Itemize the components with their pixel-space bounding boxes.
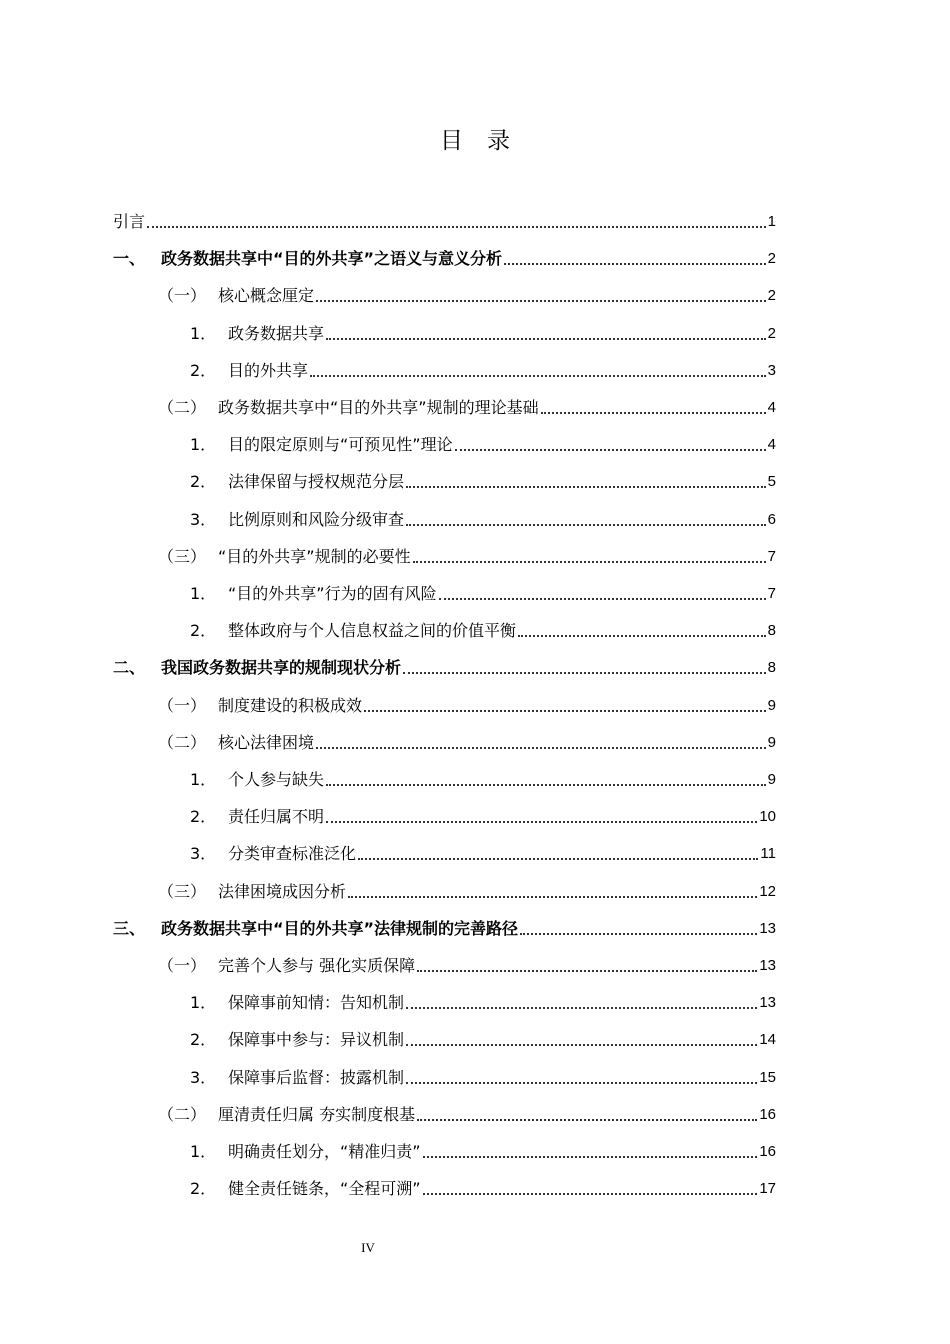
- toc-entry-number: 三、: [113, 918, 146, 938]
- dot-leader: [326, 820, 757, 823]
- toc-entry[interactable]: [0, 877, 950, 907]
- toc-entry[interactable]: [0, 951, 950, 981]
- toc-entry-number: 1．: [190, 993, 217, 1013]
- toc-entry-title: 法律困境成因分析: [218, 881, 347, 901]
- toc-entry[interactable]: [0, 1100, 950, 1130]
- toc-entry-title: 目的外共享: [228, 360, 309, 380]
- toc-entry[interactable]: [0, 988, 950, 1018]
- toc-entry-title: 目的限定原则与“可预见性”理论: [228, 435, 453, 455]
- toc-entry-page: 13: [759, 994, 776, 1012]
- dot-leader: [423, 1192, 758, 1195]
- toc-entry-number: （三）: [158, 546, 207, 566]
- toc-entry-page: 10: [759, 808, 776, 826]
- toc-entry-page: 16: [759, 1105, 776, 1123]
- toc-entry[interactable]: [0, 244, 950, 274]
- toc-entry-page: 4: [767, 399, 776, 416]
- toc-entry[interactable]: [0, 802, 950, 832]
- toc-entry-page: 3: [767, 361, 776, 379]
- toc-entry[interactable]: [0, 914, 950, 944]
- toc-entry-title: 个人参与缺失: [228, 770, 325, 789]
- toc-entry[interactable]: [0, 319, 950, 349]
- dot-leader: [326, 783, 766, 786]
- dot-leader: [520, 932, 757, 935]
- page-title: [0, 122, 950, 155]
- toc-entry-number: 2．: [190, 621, 217, 641]
- dot-leader: [423, 1155, 758, 1158]
- dot-leader: [413, 560, 766, 563]
- dot-leader: [316, 299, 766, 302]
- page-number: IV: [361, 1240, 375, 1255]
- dot-leader: [406, 1081, 757, 1084]
- toc-entry-number: 2．: [190, 1030, 217, 1050]
- toc-entry-title: 我国政务数据共享的规制现状分析: [161, 658, 402, 678]
- dot-leader: [406, 523, 766, 526]
- toc-entry[interactable]: [0, 356, 950, 386]
- toc-entry-page: 15: [759, 1068, 776, 1086]
- toc-entry-number: 2．: [190, 360, 217, 380]
- toc-entry[interactable]: [0, 728, 950, 758]
- dot-leader: [406, 485, 766, 488]
- toc-entry-page: 5: [767, 473, 776, 491]
- toc-entry-page: 4: [767, 436, 776, 454]
- toc-entry-number: 1．: [190, 770, 217, 789]
- toc-entry[interactable]: [0, 542, 950, 572]
- toc-entry-number: 一、: [113, 249, 146, 269]
- dot-leader: [417, 969, 757, 972]
- toc-entry-title: 政务数据共享中“目的外共享”规制的理论基础: [218, 398, 539, 417]
- toc-entry-number: （二）: [158, 732, 207, 752]
- toc-entry-number: （一）: [158, 695, 207, 715]
- toc-entry[interactable]: [0, 839, 950, 869]
- toc-entry-title: “目的外共享”规制的必要性: [218, 546, 411, 566]
- toc-entry-number: （一）: [158, 956, 207, 975]
- toc-entry-page: 13: [759, 957, 776, 974]
- toc-entry-title: 保障事中参与：异议机制: [228, 1030, 405, 1050]
- toc-entry[interactable]: [0, 691, 950, 721]
- toc-entry-page: 11: [760, 845, 776, 863]
- toc-entry-page: 7: [767, 547, 776, 565]
- toc-entry-number: （三）: [158, 881, 207, 901]
- toc-entry-page: 14: [759, 1031, 776, 1049]
- toc-entry-page: 9: [767, 733, 776, 751]
- toc-entry-number: （一）: [158, 286, 207, 306]
- toc-entry-page: 7: [767, 585, 776, 602]
- dot-leader: [364, 709, 766, 712]
- dot-leader: [358, 857, 758, 860]
- toc-entry[interactable]: [0, 393, 950, 423]
- toc-entry[interactable]: [0, 1063, 950, 1093]
- toc-entry[interactable]: [0, 616, 950, 646]
- toc-entry-page: 1: [767, 213, 776, 230]
- toc-entry-page: 9: [767, 771, 776, 788]
- toc-entry[interactable]: [0, 430, 950, 460]
- toc-entry-title: 政务数据共享: [228, 323, 325, 343]
- dot-leader: [439, 597, 766, 600]
- toc-entry-title: 健全责任链条，“全程可溯”: [228, 1179, 421, 1199]
- toc-entry-page: 2: [767, 324, 776, 342]
- toc-entry-page: 17: [759, 1180, 776, 1198]
- toc-entry-page: 9: [767, 696, 776, 714]
- dot-leader: [147, 225, 766, 228]
- toc-entry-number: 2．: [190, 472, 217, 492]
- dot-leader: [541, 411, 766, 414]
- toc-entry-title: 核心概念厘定: [218, 286, 315, 306]
- toc-entry[interactable]: [0, 1025, 950, 1055]
- toc-entry-title: 政务数据共享中“目的外共享”之语义与意义分析: [161, 249, 503, 269]
- dot-leader: [310, 374, 766, 377]
- toc-entry-number: 3．: [190, 509, 217, 529]
- toc-entry[interactable]: [0, 653, 950, 683]
- dot-leader: [403, 671, 766, 674]
- toc-entry-number: 1．: [190, 1142, 217, 1161]
- toc-entry-title: 法律保留与授权规范分层: [228, 472, 405, 492]
- toc-entry-page: 2: [767, 287, 776, 305]
- toc-entry-number: （二）: [158, 398, 207, 417]
- toc-entry-number: 3．: [190, 1067, 217, 1087]
- toc-entry-title: 保障事前知情：告知机制: [228, 993, 405, 1013]
- toc-entry-number: 1．: [190, 323, 217, 343]
- toc-entry[interactable]: [0, 579, 950, 609]
- dot-leader: [504, 262, 766, 265]
- dot-leader: [417, 1118, 757, 1121]
- toc-entry-title: 整体政府与个人信息权益之间的价值平衡: [228, 621, 517, 641]
- toc-entry-title: 政务数据共享中“目的外共享”法律规制的完善路径: [161, 918, 519, 938]
- toc-entry-title: 比例原则和风险分级审查: [228, 509, 405, 529]
- toc-entry[interactable]: [0, 1137, 950, 1167]
- toc-entry-page: 12: [759, 882, 776, 900]
- toc-entry[interactable]: [0, 281, 950, 311]
- toc-entry-page: 8: [767, 659, 776, 677]
- toc-entry[interactable]: [0, 505, 950, 535]
- title-char-2: 录: [487, 128, 510, 154]
- toc-entry-page: 16: [759, 1143, 776, 1160]
- toc-entry[interactable]: [0, 207, 950, 237]
- toc-entry-title: 保障事后监督：披露机制: [228, 1067, 405, 1087]
- toc-entry-number: 2．: [190, 1179, 217, 1199]
- toc-entry[interactable]: [0, 765, 950, 795]
- toc-entry-number: 1．: [190, 435, 217, 455]
- toc-entry-number: 2．: [190, 807, 217, 827]
- dot-leader: [406, 1006, 757, 1009]
- toc-entry-page: 2: [767, 250, 776, 268]
- toc-entry-number: 1．: [190, 584, 217, 603]
- toc-entry-title: 核心法律困境: [218, 732, 315, 752]
- toc-entry-title: 责任归属不明: [228, 807, 325, 827]
- toc-entry-title: 明确责任划分，“精准归责”: [228, 1142, 421, 1161]
- toc-entry[interactable]: [0, 1174, 950, 1204]
- toc-entry-title: “目的外共享”行为的固有风险: [228, 584, 437, 603]
- toc-entry-title: 厘清责任归属 夯实制度根基: [218, 1104, 416, 1124]
- toc-entry-page: 6: [767, 510, 776, 528]
- dot-leader: [326, 337, 766, 340]
- dot-leader: [455, 448, 766, 451]
- dot-leader: [518, 634, 766, 637]
- toc-entry-title: 引言: [113, 212, 146, 231]
- dot-leader: [406, 1043, 757, 1046]
- toc-entry-number: （二）: [158, 1104, 207, 1124]
- toc-entry-title: 分类审查标准泛化: [228, 844, 357, 864]
- toc-entry[interactable]: [0, 467, 950, 497]
- toc-entry-title: 制度建设的积极成效: [218, 695, 363, 715]
- dot-leader: [348, 895, 757, 898]
- toc-entry-number: 3．: [190, 844, 217, 864]
- title-char-1: 目: [440, 128, 463, 154]
- toc-entry-number: 二、: [113, 658, 146, 678]
- toc-entry-page: 8: [767, 622, 776, 640]
- toc-entry-page: 13: [759, 919, 776, 937]
- dot-leader: [316, 746, 766, 749]
- toc-entry-title: 完善个人参与 强化实质保障: [218, 956, 416, 975]
